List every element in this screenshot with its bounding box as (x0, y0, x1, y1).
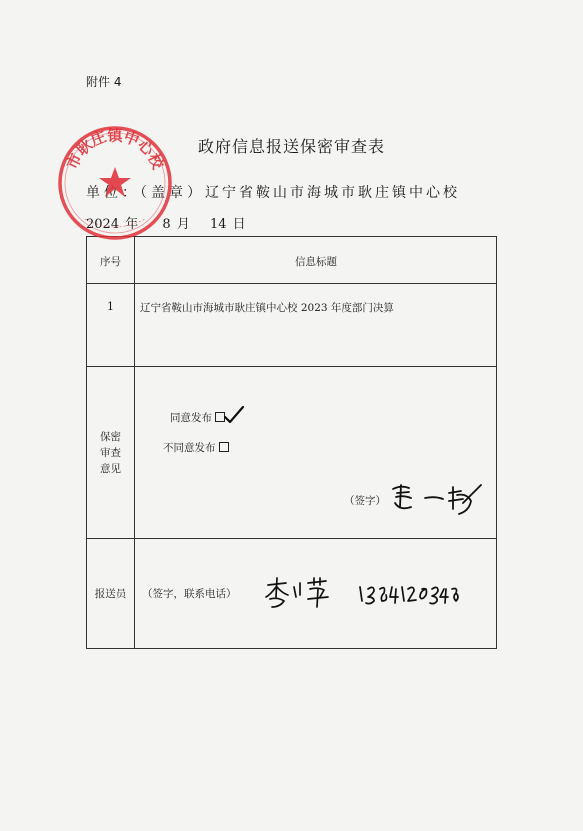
review-opinion-label (87, 429, 134, 477)
disagree-label: 不同意发布 (163, 442, 216, 454)
disagree-checkbox[interactable] (219, 442, 229, 452)
table-divider-header (87, 283, 496, 284)
table-divider-row1 (87, 366, 496, 367)
sender-label: 报送员 (94, 588, 127, 600)
unit-name: 辽宁省鞍山市海城市耿庄镇中心校 (205, 185, 460, 201)
column-header-seq: 序号 (100, 256, 121, 268)
official-seal-image (55, 123, 175, 243)
row-info-title: 辽宁省鞍山市海城市耿庄镇中心校 2023 年度部门决算 (140, 302, 394, 314)
date-month: 8 (162, 217, 171, 232)
seal-text: 市耿庄镇中心校 (62, 126, 168, 172)
sender-signature-image (262, 575, 462, 611)
agree-label: 同意发布 (170, 412, 212, 424)
reviewer-signature-label: （签字） (344, 495, 386, 507)
reviewer-signature-image (387, 481, 487, 517)
attachment-number: 附件 4 (86, 75, 122, 89)
date-month-unit: 月 (176, 217, 190, 232)
review-label-line2: 审查 (100, 447, 121, 459)
date-day-unit: 日 (232, 217, 246, 232)
date-year: 2024 (86, 217, 120, 232)
sender-signature-hint: （签字，联系电话） (142, 588, 237, 600)
table-divider-review (87, 538, 496, 539)
document-title: 政府信息报送保密审查表 (197, 137, 385, 156)
table-column-divider (134, 237, 135, 648)
svg-text:市耿庄镇中心校 (63, 127, 167, 173)
agree-option (170, 410, 225, 425)
review-label-line3: 意见 (100, 463, 121, 475)
date-year-unit: 年 (125, 217, 139, 232)
date-day: 14 (209, 217, 227, 232)
row-number: 1 (107, 300, 114, 313)
disagree-option (163, 440, 229, 455)
check-mark-icon (223, 405, 245, 425)
review-table (86, 236, 497, 649)
review-label-line1: 保密 (100, 431, 121, 443)
unit-label: 单位：（盖章） (86, 185, 205, 201)
column-header-title: 信息标题 (295, 256, 337, 268)
